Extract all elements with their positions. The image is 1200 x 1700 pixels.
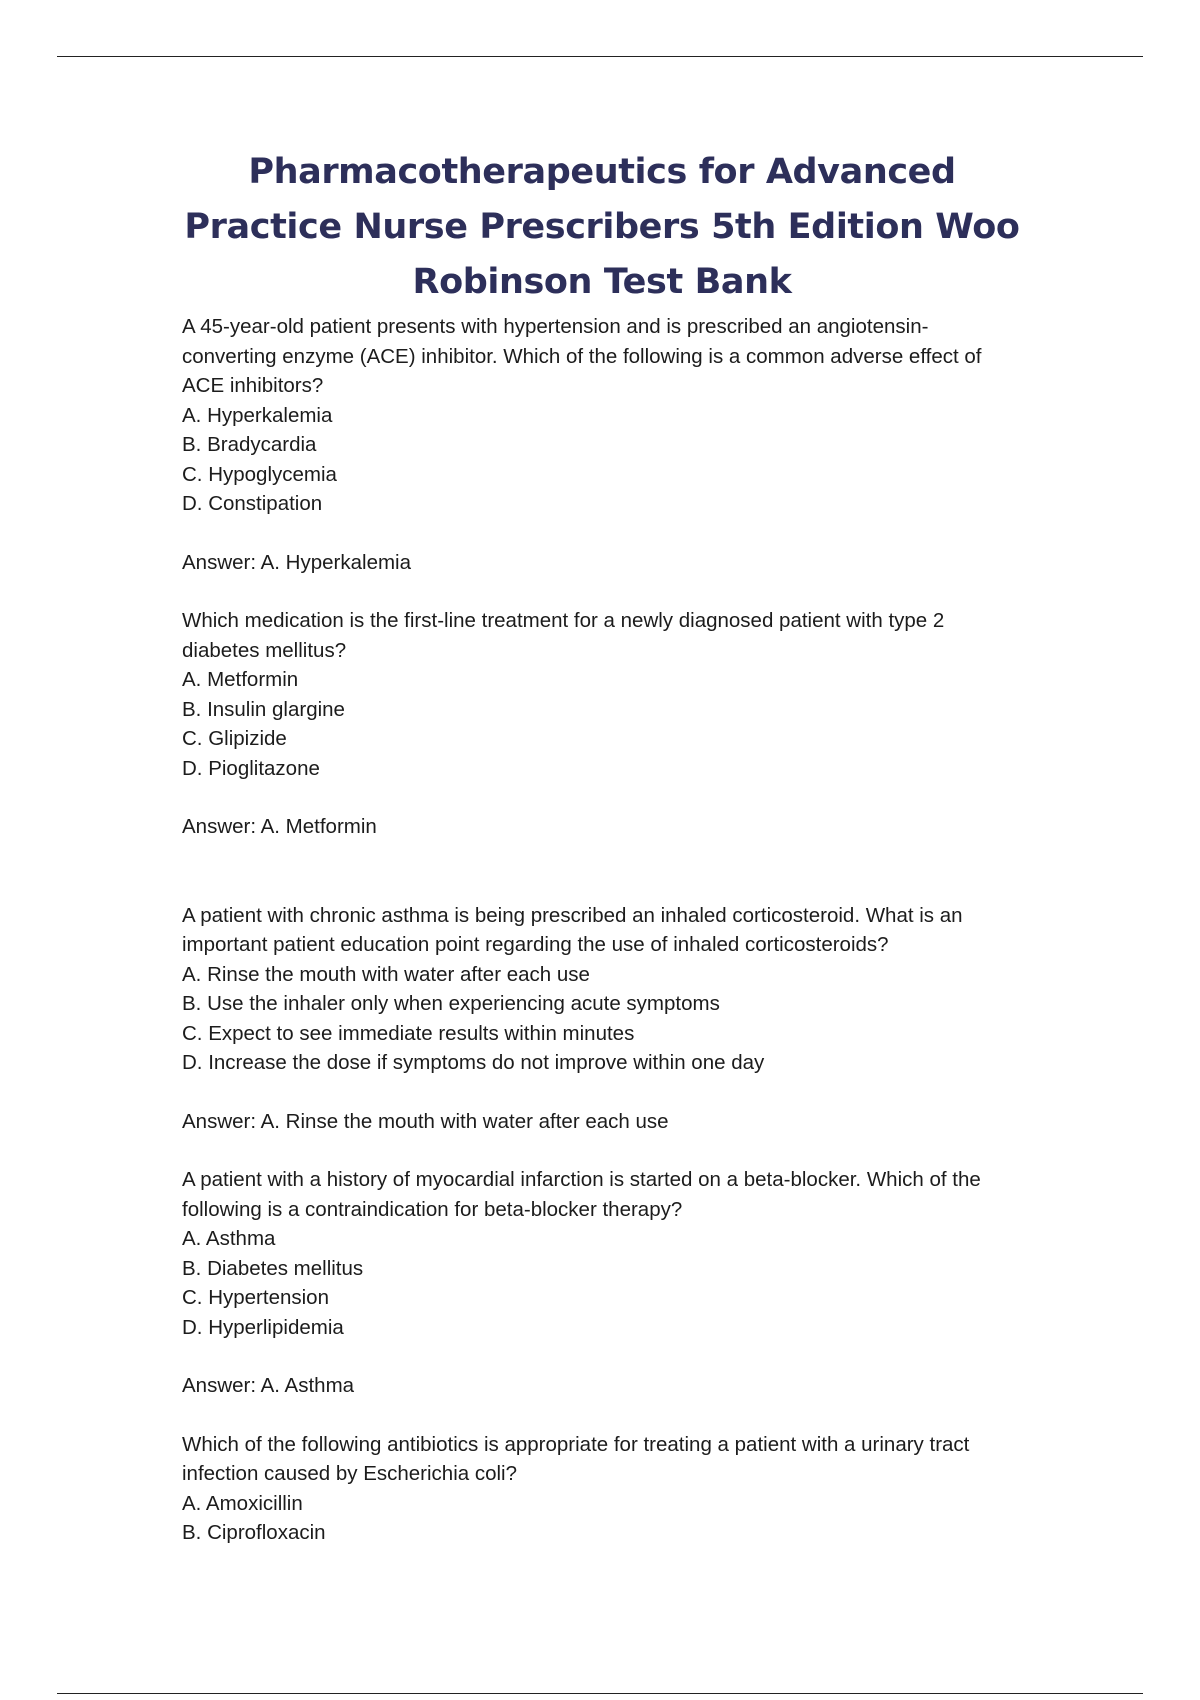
answer-option: B. Ciprofloxacin	[182, 1521, 326, 1544]
answer-option: D. Hyperlipidemia	[182, 1315, 344, 1339]
question-1	[182, 312, 1022, 577]
bottom-divider	[57, 1693, 1143, 1694]
question-4	[182, 1165, 1022, 1401]
question-text: A patient with chronic asthma is being prescribed an inhaled corticosteroid. What is an important patient education point regarding the use of inhaled corticosteroids?	[182, 903, 963, 956]
answer-option: B. Diabetes mellitus	[182, 1256, 364, 1280]
top-divider	[57, 56, 1143, 57]
answer-option: D. Increase the dose if symptoms do not improve within one day	[182, 1051, 765, 1074]
correct-answer: Answer: A. Metformin	[182, 815, 377, 838]
question-3	[182, 901, 1022, 1137]
answer-option: C. Hypoglycemia	[182, 462, 337, 486]
correct-answer: Answer: A. Rinse the mouth with water after each use	[182, 1109, 669, 1133]
question-text: Which medication is the first-line treatment for a newly diagnosed patient with type 2 diabetes mellitus?	[182, 609, 945, 662]
answer-option: D. Constipation	[182, 492, 323, 515]
spacer	[182, 842, 1022, 901]
document-title: Pharmacotherapeutics for Advanced Practice Nurse Prescribers 5th Edition Woo Robinson Test Bank	[184, 152, 1020, 302]
answer-option: C. Glipizide	[182, 727, 287, 750]
question-5	[182, 1430, 1022, 1548]
answer-option: A. Amoxicillin	[182, 1491, 303, 1515]
answer-option: D. Pioglitazone	[182, 756, 320, 780]
correct-answer: Answer: A. Hyperkalemia	[182, 550, 412, 574]
document-page	[182, 145, 1022, 1548]
answer-option: C. Expect to see immediate results within minutes	[182, 1021, 635, 1045]
answer-option: B. Insulin glargine	[182, 697, 345, 721]
question-text: A patient with a history of myocardial infarction is started on a beta-blocker. Which of the following is a contraindication for beta-blocker therapy?	[182, 1168, 981, 1221]
spacer	[182, 1136, 1022, 1165]
answer-option: B. Use the inhaler only when experiencing acute symptoms	[182, 992, 720, 1015]
answer-option: A. Asthma	[182, 1227, 276, 1250]
answer-option: C. Hypertension	[182, 1286, 329, 1309]
answer-option: A. Metformin	[182, 668, 299, 691]
answer-option: B. Bradycardia	[182, 433, 317, 456]
question-list	[182, 312, 1022, 1548]
spacer	[182, 1401, 1022, 1430]
correct-answer: Answer: A. Asthma	[182, 1374, 355, 1397]
question-text: A 45-year-old patient presents with hypertension and is prescribed an angiotensin-converting enzyme (ACE) inhibitor. Which of the following is a common adverse effect of ACE inhibitors?	[182, 315, 982, 397]
spacer	[182, 577, 1022, 606]
answer-option: A. Hyperkalemia	[182, 403, 333, 427]
question-2	[182, 606, 1022, 842]
answer-option: A. Rinse the mouth with water after each use	[182, 962, 590, 986]
question-text: Which of the following antibiotics is appropriate for treating a patient with a urinary tract infection caused by Escherichia coli?	[182, 1432, 970, 1485]
